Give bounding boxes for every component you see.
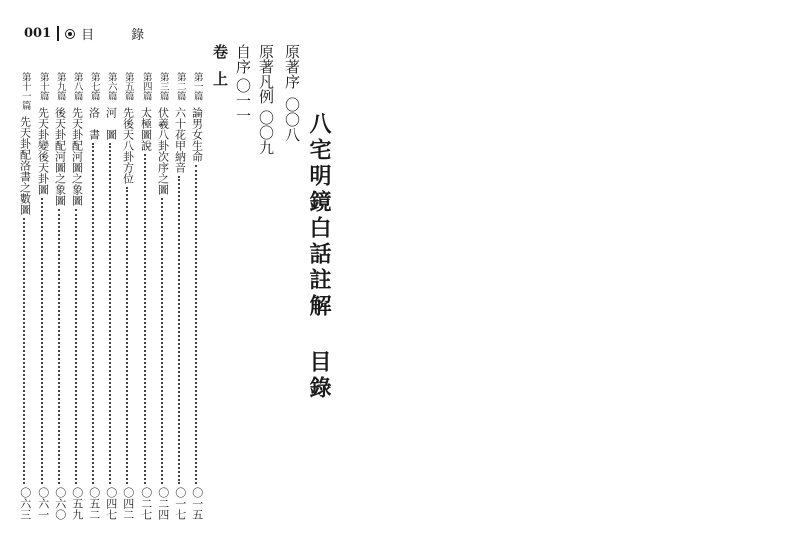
- dot-leader: [109, 143, 113, 485]
- toc-entry: [138, 72, 154, 520]
- volume-heading: 卷上: [211, 44, 229, 98]
- front-matter-page: 〇一一: [234, 78, 252, 123]
- chapter-number: 第二篇: [174, 72, 186, 101]
- chapter-page: 〇六〇: [53, 487, 67, 520]
- dot-leader: [75, 209, 79, 485]
- toc-entry: [172, 72, 188, 520]
- toc-entry: [35, 72, 51, 520]
- chapter-title: 先天卦配河圖之象圖: [70, 106, 84, 206]
- chapter-title: 先天卦變後天卦圖: [36, 106, 50, 195]
- bullet-icon: [65, 29, 75, 39]
- book-title-suffix: 目錄: [306, 350, 332, 402]
- dot-leader: [195, 165, 199, 485]
- chapter-number: 第五篇: [122, 72, 134, 101]
- chapter-page: 〇四七: [104, 487, 118, 520]
- chapter-page: 〇四二: [121, 487, 135, 520]
- front-matter-label: 原著凡例: [257, 44, 275, 104]
- chapter-title: 論男女生命: [190, 106, 204, 162]
- chapter-page: 〇六一: [36, 487, 50, 520]
- chapter-number: 第十一篇: [19, 72, 31, 110]
- header-section-title: 目 錄: [81, 28, 157, 43]
- dot-leader: [144, 154, 148, 485]
- chapter-number: 第九篇: [54, 72, 66, 101]
- front-matter-page: 〇〇八: [283, 97, 301, 142]
- dot-leader: [161, 198, 165, 485]
- dot-leader: [126, 187, 130, 485]
- front-matter-page: 〇〇九: [257, 110, 275, 155]
- chapter-page: 〇二七: [139, 487, 153, 520]
- chapter-number: 第四篇: [140, 72, 152, 101]
- dot-leader: [58, 209, 62, 485]
- chapter-page: 〇五二: [87, 487, 101, 520]
- dot-leader: [41, 198, 45, 485]
- page-number: 001: [24, 26, 52, 41]
- chapter-title: 河 圖: [104, 106, 118, 140]
- chapter-number: 第一篇: [191, 72, 203, 101]
- front-matter-label: 原著序: [283, 44, 301, 89]
- chapter-page: 〇一七: [173, 487, 187, 520]
- front-matter-label: 自序: [234, 44, 252, 74]
- chapter-title: 伏羲八卦次序之圖: [156, 106, 170, 195]
- chapter-number: 第三篇: [157, 72, 169, 101]
- toc-entry: [86, 72, 102, 520]
- dot-leader: [92, 143, 96, 485]
- chapter-page: 〇五九: [70, 487, 84, 520]
- toc-entry: [69, 72, 85, 520]
- chapter-title: 後天卦配河圖之象圖: [53, 106, 67, 206]
- front-matter-item: [233, 44, 254, 123]
- toc-entry: [120, 72, 136, 520]
- chapter-page: 〇一五: [190, 487, 204, 520]
- chapter-title: 太極圖說: [139, 106, 153, 151]
- book-title: [304, 112, 335, 402]
- chapter-title: 先後天八卦方位: [121, 106, 135, 184]
- toc-entry: [189, 72, 205, 520]
- running-header: [24, 24, 156, 43]
- toc-entry: [103, 72, 119, 520]
- chapter-page: 〇二四: [156, 487, 170, 520]
- chapter-title: 洛 書: [87, 106, 101, 140]
- dot-leader: [23, 218, 27, 484]
- chapter-title: 先天卦配洛書之數圖: [18, 116, 32, 215]
- chapter-number: 第十篇: [37, 72, 49, 101]
- toc-entry: [17, 72, 33, 520]
- header-rule: [57, 26, 59, 41]
- chapter-number: 第六篇: [105, 72, 117, 101]
- toc-entry: [52, 72, 68, 520]
- chapter-number: 第七篇: [88, 72, 100, 101]
- front-matter-item: [256, 44, 277, 155]
- front-matter-item: [282, 44, 303, 142]
- chapter-page: 〇六三: [18, 487, 32, 520]
- chapter-title: 六十花甲納音: [173, 106, 187, 173]
- chapter-number: 第八篇: [71, 72, 83, 101]
- toc-entry: [155, 72, 171, 520]
- dot-leader: [178, 176, 182, 485]
- book-title-main: 八宅明鏡白話註解: [306, 112, 332, 320]
